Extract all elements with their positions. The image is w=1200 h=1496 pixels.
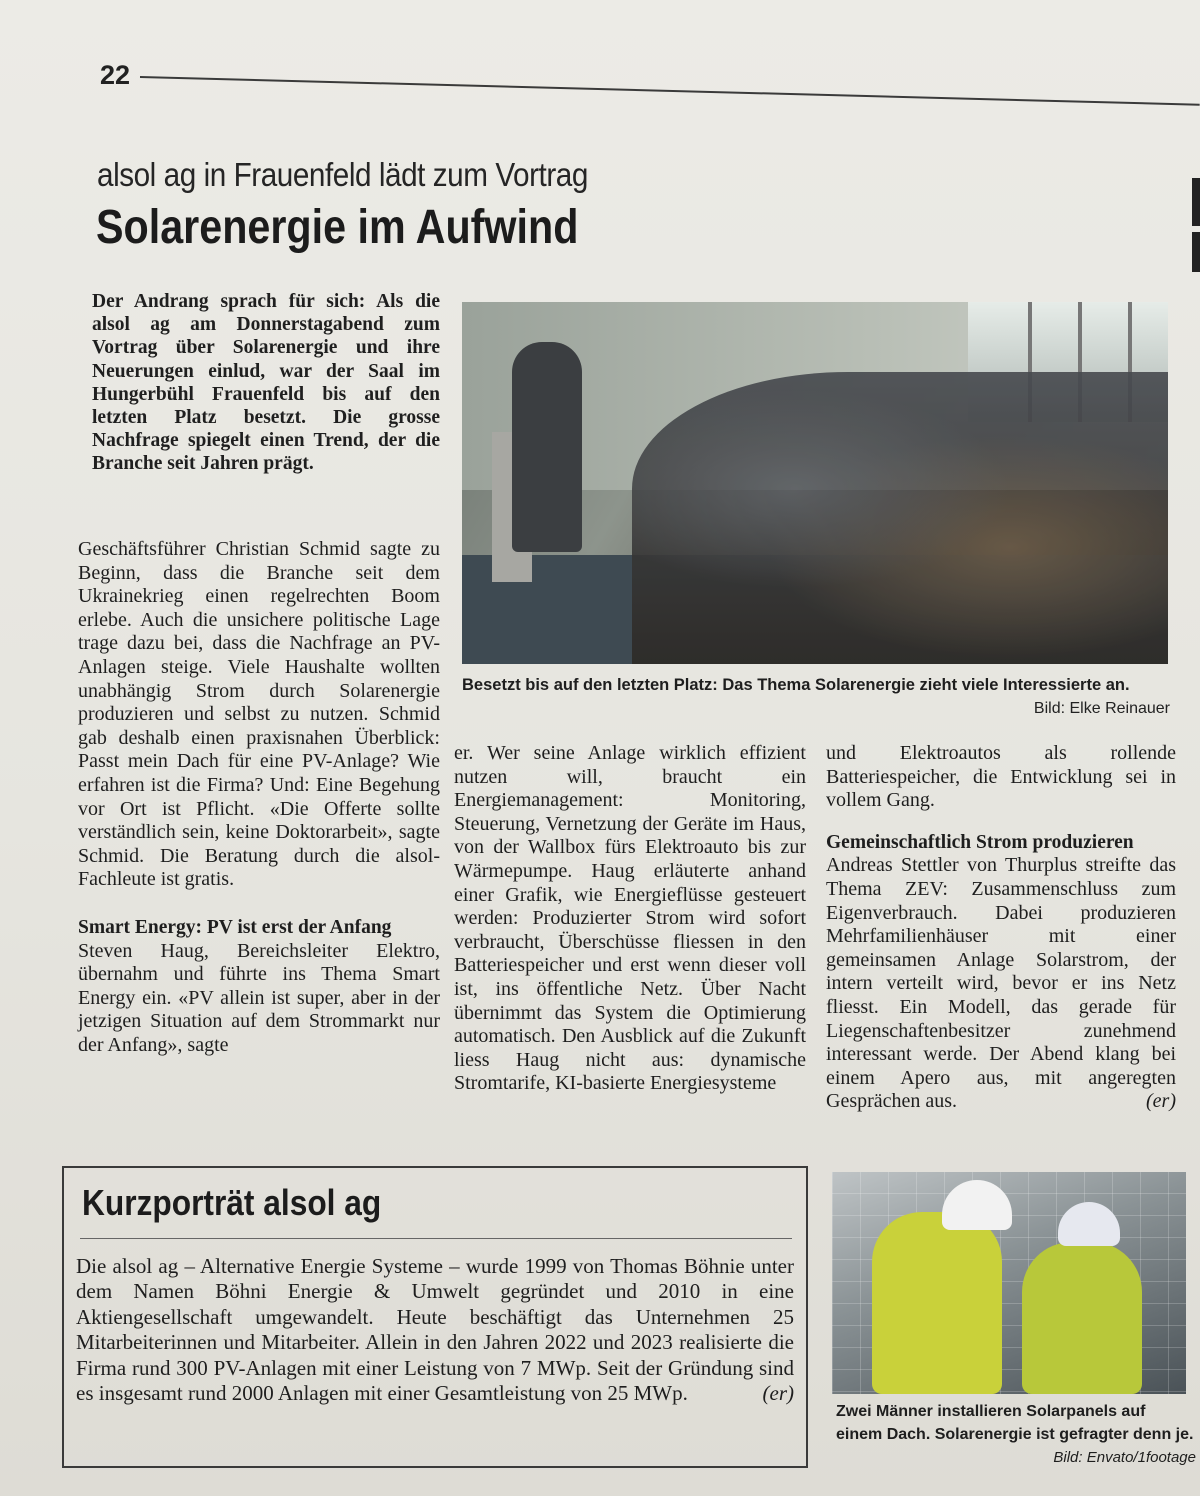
article-headline: Solarenergie im Aufwind [96, 201, 579, 254]
box-title: Kurzporträt alsol ag [82, 1182, 382, 1223]
page-number: 22 [100, 60, 131, 90]
author-signoff: (er) [1146, 1090, 1176, 1113]
header-rule [140, 76, 1200, 106]
article-paragraph: Steven Haug, Bereichsleiter Elektro, übernahm und führte ins Thema Smart Energy ein. «PV allein ist super, aber in der jetzigen Situation auf dem Strommarkt nur der Anfang», sagte [78, 939, 440, 1056]
article-column-3 [826, 742, 1176, 1114]
article-paragraph: Geschäftsführer Christian Schmid sagte zu Beginn, dass die Branche seit dem Ukrainekrieg einen regelrechten Boom erlebe. Auch die unsichere politische Lage trage dazu bei, dass die Nachfrage an PV-Anlagen steige. Viele Haushalte wollten unabhängig Strom durch Solarenergie produzieren und selbst zu nutzen. Schmid gab deshalb einen praxisnahen Überblick: Passt mein Dach für eine PV-Anlage? Wie erfahren ist die Firma? Und: Eine Begehung vor Ort ist Pflicht. «Die Offerte sollte verständlich sein, keine Doktorarbeit», sagte Schmid. Die Beratung durch die alsol-Fachleute ist gratis. [78, 538, 440, 891]
article-kicker: alsol ag in Frauenfeld lädt zum Vortrag [97, 156, 588, 193]
company-profile-box [62, 1166, 808, 1468]
lecture-audience-photo [462, 302, 1168, 664]
solar-installers-photo [832, 1172, 1186, 1394]
photo-credit: Bild: Envato/1footage [1053, 1449, 1196, 1466]
article-column-1 [78, 538, 440, 1057]
adjacent-column-edge [1192, 232, 1200, 272]
article-lead: Der Andrang sprach für sich: Als die alsol ag am Donnerstagabend zum Vortrag über Solarenergie und ihre Neuerungen einlud, war der Saal im Hungerbühl Frauenfeld bis auf den letzten Platz besetzt. Die grosse Nachfrage spiegelt einen Trend, der die Branche seit Jahren prägt. [92, 291, 440, 475]
article-paragraph: er. Wer seine Anlage wirklich effizient nutzen will, braucht ein Energiemanagement: Monitoring, Steuerung, Vernetzung der Geräte im Haus, von der Wallbox fürs Elektroauto bis zur Wärmepumpe. Haug erläuterte anhand einer Grafik, wie Energieflüsse gesteuert werden: Produzierter Strom wird sofort verbraucht, Überschüsse fliessen in den Batteriespeicher und erst wenn dieser voll ist, ins öffentliche Netz. Über Nacht übernimmt das System die Optimierung automatisch. Den Ausblick auf die Zukunft liess Haug nicht aus: dynamische Stromtarife, KI-basierte Energiesysteme [454, 742, 806, 1095]
article-subhead: Gemeinschaftlich Strom produzieren [826, 831, 1134, 853]
box-paragraph: Die alsol ag – Alternative Energie Systeme – wurde 1999 von Thomas Böhnie unter dem Namen Böhni Energie & Umwelt gegründet und 2010 in eine Aktiengesellschaft umgewandelt. Heute beschäftigt das Unternehmen 25 Mitarbeiterinnen und Mitarbeiter. Allein in den Jahren 2022 und 2023 realisierte die Firma rund 300 PV-Anlagen mit einer Leistung von 7 MWp. Seit der Gründung sind es insgesamt rund 2000 Anlagen mit einer Gesamtleistung von 25 MWp. [76, 1254, 794, 1406]
adjacent-column-edge [1192, 178, 1200, 226]
box-divider [80, 1238, 792, 1239]
article-paragraph: und Elektroautos als rollende Batteriespeicher, die Entwicklung sei in vollem Gang. [826, 742, 1176, 812]
article-paragraph: Andreas Stettler von Thurplus streifte das Thema ZEV: Zusammenschluss zum Eigenverbrauch. Dabei produzieren Mehrfamilienhäuser mit einer gemeinsamen Anlage Solarstrom, der intern verteilt wird, bevor er ins Netz fliesst. Ein Modell, das gerade für Liegenschaftenbesitzer zunehmend interessant werde. Der Abend klang bei einem Apero aus, mit angeregten Gesprächen aus. [826, 854, 1176, 1113]
photo-caption [836, 1400, 1196, 1469]
photo-credit: Bild: Elke Reinauer [1033, 700, 1170, 717]
photo-caption: Besetzt bis auf den letzten Platz: Das Thema Solarenergie zieht viele Interessierte an. [462, 676, 1130, 694]
box-signoff: (er) [762, 1381, 794, 1406]
photo-caption-text: Zwei Männer installieren Solarpanels auf einem Dach. Solarenergie ist gefragter denn je. [836, 1403, 1194, 1443]
article-subhead: Smart Energy: PV ist erst der Anfang [78, 916, 392, 938]
article-column-2 [454, 742, 806, 1096]
box-text [76, 1254, 794, 1406]
